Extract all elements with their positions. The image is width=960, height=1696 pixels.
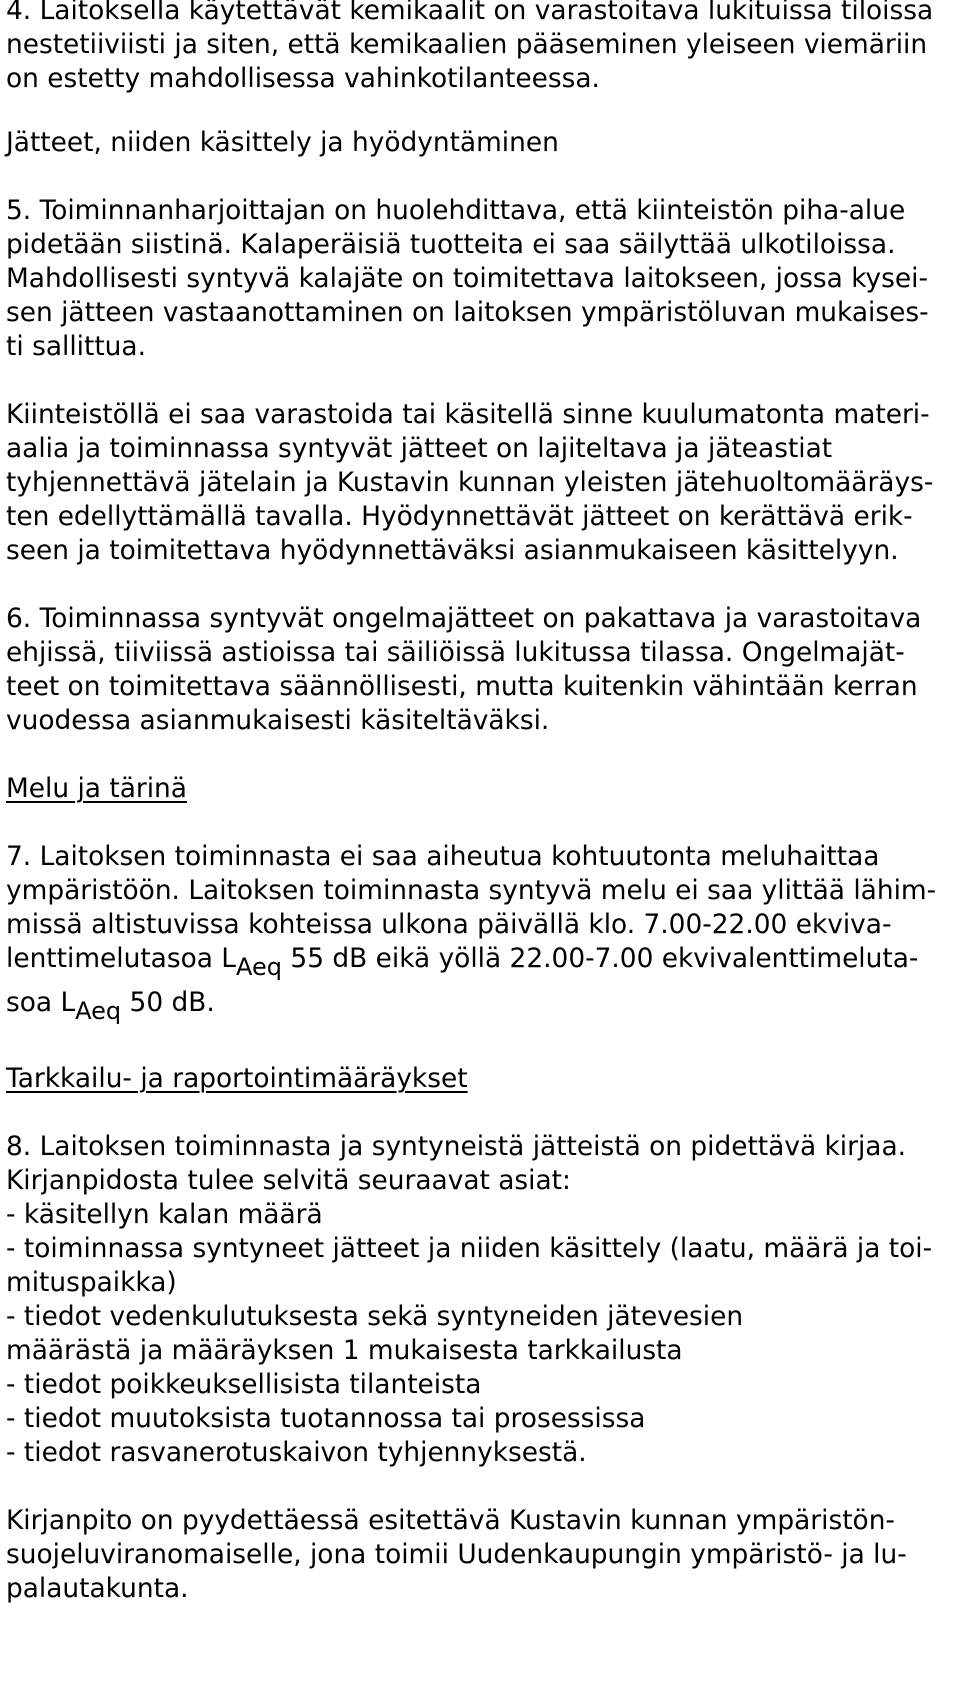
list-item: mituspaikka): [6, 1267, 177, 1298]
list-item: - tiedot muutoksista tuotannossa tai prosessissa: [6, 1403, 646, 1434]
subscript-aeq: Aeq: [75, 997, 122, 1025]
paragraph-5b-line: ten edellyttämällä tavalla. Hyödynnettävät jätteet on kerättävä erik-: [6, 501, 913, 532]
list-item: - tiedot vedenkulutuksesta sekä syntyneiden jätevesien: [6, 1301, 744, 1332]
section-heading-monitoring: Tarkkailu- ja raportointimääräykset: [6, 1063, 468, 1094]
paragraph-9-line: suojeluviranomaiselle, jona toimii Uudenkaupungin ympäristö- ja lu-: [6, 1539, 907, 1570]
subscript-aeq: Aeq: [236, 953, 283, 981]
section-heading-noise: Melu ja tärinä: [6, 773, 187, 804]
paragraph-5-line: 5. Toiminnanharjoittajan on huolehdittava, että kiinteistön piha-alue: [6, 195, 906, 226]
paragraph-4-line: nestetiiviisti ja siten, että kemikaalien pääseminen yleiseen viemäriin: [6, 29, 928, 60]
paragraph-6-line: vuodessa asianmukaisesti käsiteltäväksi.: [6, 705, 550, 736]
paragraph-5-line: ti sallittua.: [6, 331, 146, 362]
list-item: - toiminnassa syntyneet jätteet ja niiden käsittely (laatu, määrä ja toi-: [6, 1233, 933, 1264]
section-heading-waste: Jätteet, niiden käsittely ja hyödyntäminen: [6, 127, 559, 158]
paragraph-7-line: [6, 942, 919, 981]
text-segment: 55 dB eikä yöllä 22.00-7.00 ekvivalenttimeluta-: [282, 943, 919, 974]
paragraph-5-line: pidetään siistinä. Kalaperäisiä tuotteita ei saa säilyttää ulkotiloissa.: [6, 229, 896, 260]
paragraph-4-line: 4. Laitoksella käytettävät kemikaalit on varastoitava lukituissa tiloissa: [6, 0, 934, 26]
text-segment: 50 dB.: [121, 987, 215, 1018]
text-segment: lenttimelutasoa L: [6, 943, 237, 974]
paragraph-5-line: sen jätteen vastaanottaminen on laitoksen ympäristöluvan mukaises-: [6, 297, 929, 328]
text-segment: soa L: [6, 987, 76, 1018]
list-item: - tiedot rasvanerotuskaivon tyhjennyksestä.: [6, 1437, 587, 1468]
paragraph-7-line: ympäristöön. Laitoksen toiminnasta syntyvä melu ei saa ylittää lähim-: [6, 875, 937, 906]
paragraph-6-line: ehjissä, tiiviissä astioissa tai säiliöissä lukitussa tilassa. Ongelmajät-: [6, 637, 905, 668]
paragraph-9-line: palautakunta.: [6, 1573, 189, 1604]
paragraph-5b-line: Kiinteistöllä ei saa varastoida tai käsitellä sinne kuulumatonta materi-: [6, 399, 930, 430]
paragraph-9-line: Kirjanpito on pyydettäessä esitettävä Kustavin kunnan ympäristön-: [6, 1505, 895, 1536]
paragraph-5-line: Mahdollisesti syntyvä kalajäte on toimitettava laitokseen, jossa kysei-: [6, 263, 929, 294]
paragraph-8-line: Kirjanpidosta tulee selvitä seuraavat asiat:: [6, 1165, 571, 1196]
paragraph-8-line: 8. Laitoksen toiminnasta ja syntyneistä jätteistä on pidettävä kirjaa.: [6, 1131, 907, 1162]
paragraph-5b-line: aalia ja toiminnassa syntyvät jätteet on lajiteltava ja jäteastiat: [6, 433, 833, 464]
paragraph-6-line: teet on toimitettava säännöllisesti, mutta kuitenkin vähintään kerran: [6, 671, 918, 702]
list-item: määrästä ja määräyksen 1 mukaisesta tarkkailusta: [6, 1335, 683, 1366]
paragraph-7-line: [6, 986, 215, 1025]
paragraph-7-line: 7. Laitoksen toiminnasta ei saa aiheutua kohtuutonta meluhaittaa: [6, 841, 880, 872]
paragraph-5b-line: seen ja toimitettava hyödynnettäväksi asianmukaiseen käsittelyyn.: [6, 535, 899, 566]
list-item: - käsitellyn kalan määrä: [6, 1199, 323, 1230]
paragraph-4-line: on estetty mahdollisessa vahinkotilanteessa.: [6, 63, 600, 94]
paragraph-5b-line: tyhjennettävä jätelain ja Kustavin kunnan yleisten jätehuoltomääräys-: [6, 467, 934, 498]
list-item: - tiedot poikkeuksellisista tilanteista: [6, 1369, 482, 1400]
paragraph-7-line: missä altistuvissa kohteissa ulkona päivällä klo. 7.00-22.00 ekvivа-: [6, 909, 892, 940]
paragraph-6-line: 6. Toiminnassa syntyvät ongelmajätteet on pakattava ja varastoitava: [6, 603, 922, 634]
